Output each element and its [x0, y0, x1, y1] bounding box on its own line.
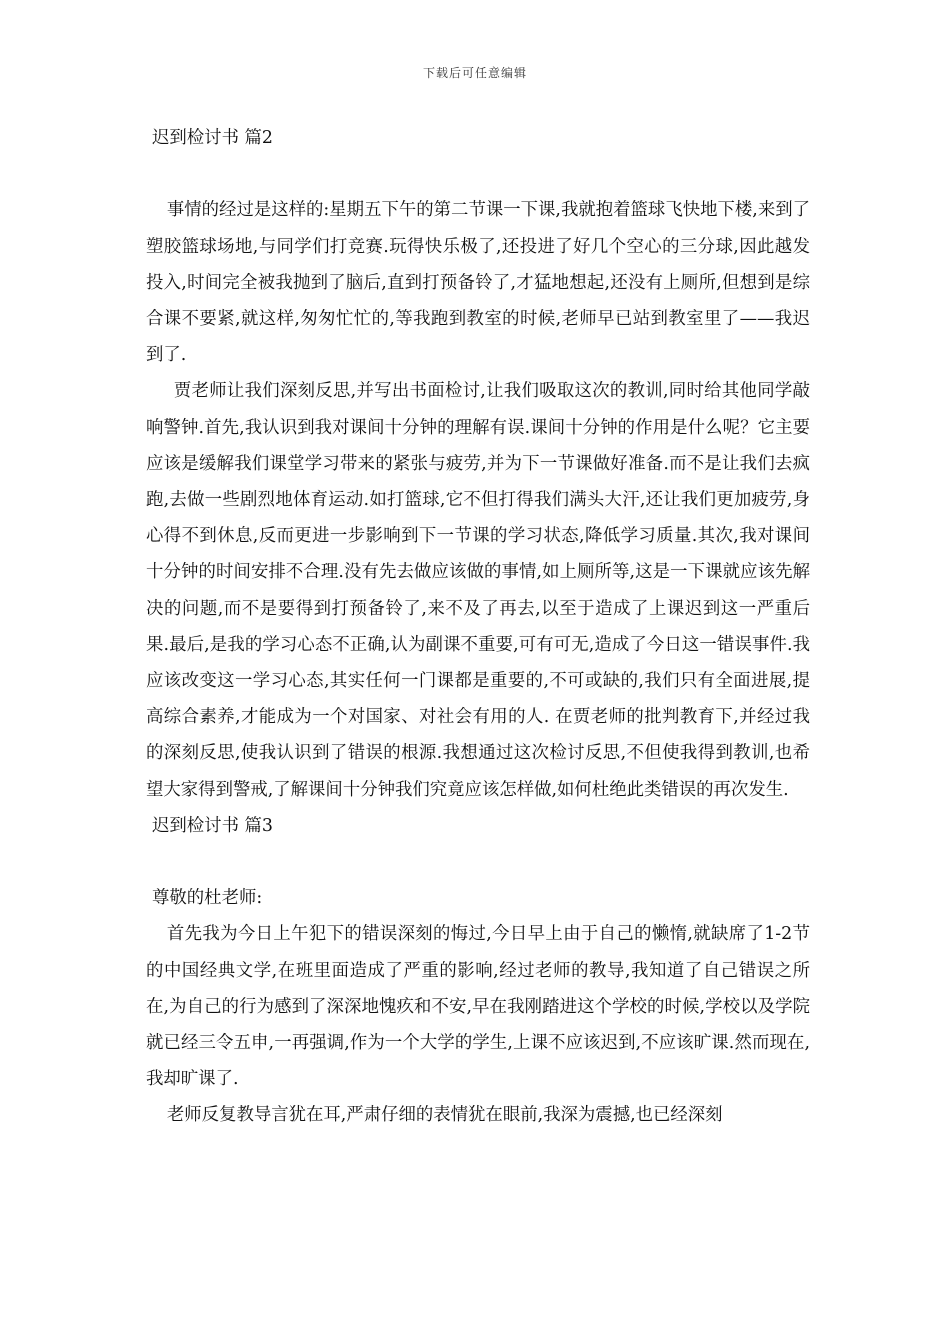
salutation: 尊敬的杜老师:: [152, 888, 263, 909]
section-3-paragraph-2: 老师反复教导言犹在耳,严肃仔细的表情犹在眼前,我深为震撼,也已经深刻: [166, 1105, 723, 1126]
blank-line: [146, 844, 810, 880]
section-2-paragraph-2: 贾老师让我们深刻反思,并写出书面检讨,让我们吸取这次的教训,同时给其他同学敲响警钟.首先,我认识到我对课间十分钟的理解有误.课间十分钟的作用是什么呢？它主要应该是缓解我们课堂学习带来的紧张与疲劳,并为下一节课做好准备.而不是让我们去疯跑,去做一些剧烈地体育运动.如打篮球,它不但打得我们满头大汗,还让我们更加疲劳,身心得不到休息,反而更进一步影响到下一节课的学习状态,降低学习质量.其次,我对课间十分钟的时间安排不合理.没有先去做应该做的事情,如上厕所等,这是一下课就应该先解决的问题,而不是要得到打预备铃了,来不及了再去,以至于造成了上课迟到这一严重后果.最后,是我的学习心态不正确,认为副课不重要,可有可无,造成了今日这一错误事件.我应该改变这一学习心态,其实任何一门课都是重要的,不可或缺的,我们只有全面进展,提高综合素养,才能成为一个对国家、对社会有用的人. 在贾老师的批判教育下,并经过我的深刻反思,使我认识到了错误的根源.我想通过这次检讨反思,不但使我得到教训,也希望大家得到警戒,了解课间十分钟我们究竟应该怎样做,如何杜绝此类错误的再次发生.: [146, 381, 810, 800]
section-title-2: 迟到检讨书 篇2: [152, 128, 273, 148]
blank-line: [146, 156, 810, 192]
page-header-note: 下载后可任意编辑: [422, 66, 527, 80]
section-title-3: 迟到检讨书 篇3: [152, 815, 273, 836]
document-body: [146, 120, 810, 1134]
section-3-paragraph-1: 首先我为今日上午犯下的错误深刻的悔过,今日早上由于自己的懒惰,就缺席了1-2节的中国经典文学,在班里面造成了严重的影响,经过老师的教导,我知道了自己错误之所在,为自己的行为感到了深深地愧疚和不安,早在我刚踏进这个学校的时候,学校以及学院就已经三令五申,一再强调,作为一个大学的学生,上课不应该迟到,不应该旷课.然而现在,我却旷课了.: [146, 924, 810, 1090]
section-2-paragraph-1: 事情的经过是这样的:星期五下午的第二节课一下课,我就抱着篮球飞快地下楼,来到了塑胶篮球场地,与同学们打竞赛.玩得快乐极了,还投进了好几个空心的三分球,因此越发投入,时间完全被我抛到了脑后,直到打预备铃了,才猛地想起,还没有上厕所,但想到是综合课不要紧,就这样,匆匆忙忙的,等我跑到教室的时候,老师早已站到教室里了——我迟到了.: [146, 200, 810, 366]
